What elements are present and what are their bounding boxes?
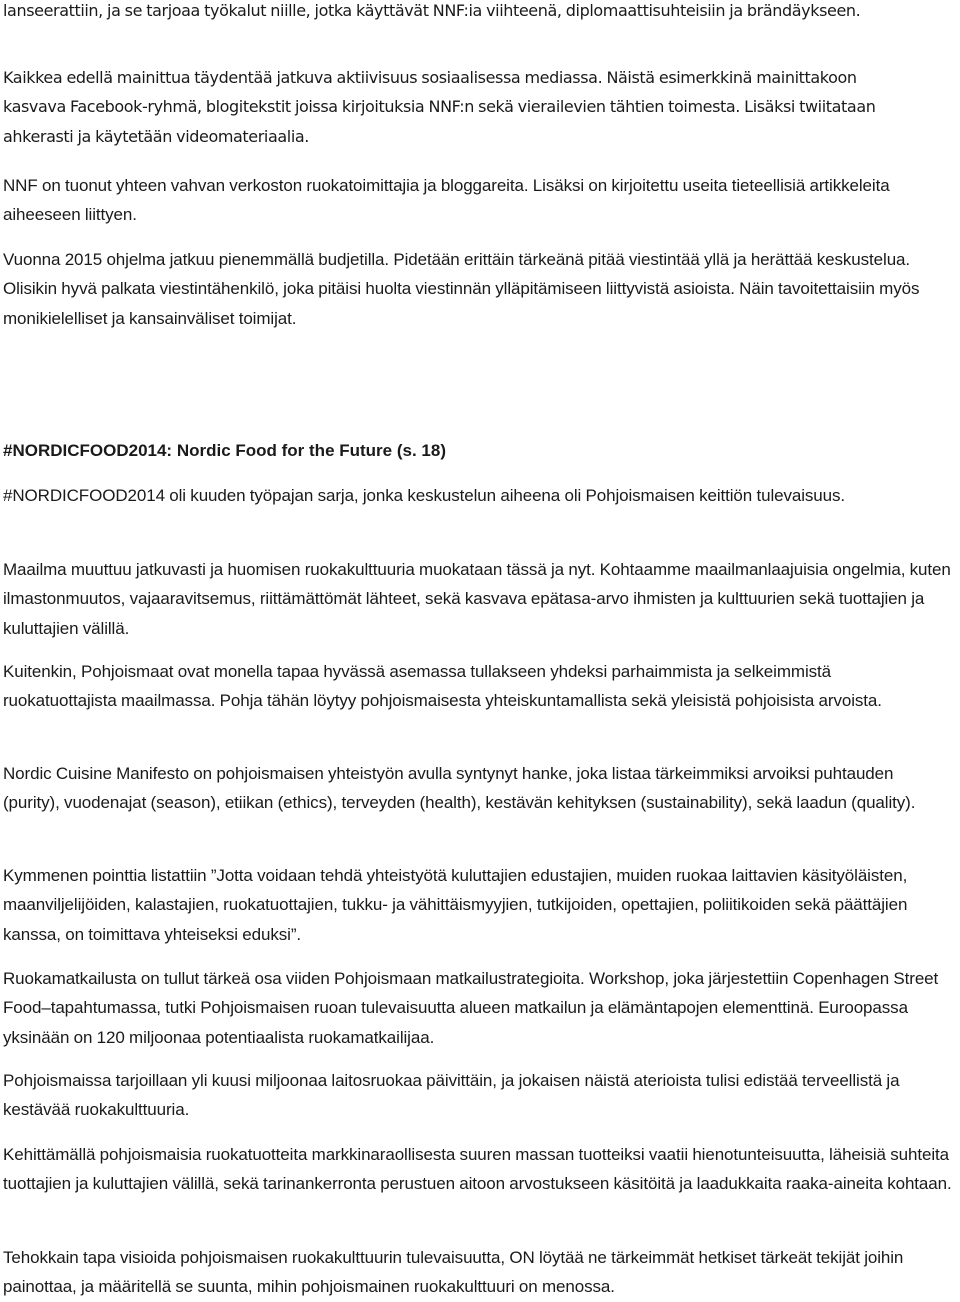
intro-paragraph-4: Vuonna 2015 ohjelma jatkuu pienemmällä budjetilla. Pidetään erittäin tärkeänä pitää viestintää yllä ja herättää keskustelua. Olisikin hyvä palkata viestintähenkilö, joka pitäisi huolta viestinnän ylläpitämiseen liittyvistä asioista. Näin tavoitettaisiin myös monikielelliset ja kansainväliset toimijat. xyxy=(3,250,920,328)
section-paragraph-3: Kuitenkin, Pohjoismaat ovat monella tapaa hyvässä asemassa tullakseen yhdeksi parhaimmista ja selkeimmistä ruokatuottajista maailmassa. Pohja tähän löytyy pohjoismaisesta yhteiskuntamallista sekä yleisistä pohjoisista arvoista. xyxy=(3,662,882,711)
section-paragraph-9: Tehokkain tapa visioida pohjoismaisen ruokakulttuurin tulevaisuutta, ON löytää ne tärkeimmät hetkiset tärkeät tekijät joihin painottaa, ja määritellä se suunta, mihin pohjoismainen ruokakulttuuri on menossa. xyxy=(3,1248,904,1297)
section-paragraph-7: Pohjoismaissa tarjoillaan yli kuusi miljoonaa laitosruokaa päivittäin, ja jokaisen näistä aterioista tulisi edistää terveellistä ja kestävää ruokakulttuuria. xyxy=(3,1071,900,1120)
section-heading: #NORDICFOOD2014: Nordic Food for the Future (s. 18) xyxy=(3,441,446,460)
section-paragraph-1: #NORDICFOOD2014 oli kuuden työpajan sarja, jonka keskustelun aiheena oli Pohjoismaisen keittiön tulevaisuus. xyxy=(3,486,846,505)
section-paragraph-2: Maailma muuttuu jatkuvasti ja huomisen ruokakulttuuria muokataan tässä ja nyt. Kohtaamme maailmanlaajuisia ongelmia, kuten ilmastonmuutos, vajaaravitsemus, riittämättömät lähteet, sekä kasvava epätasa-arvo ihmisten ja kulttuurien sekä tuottajien ja kuluttajien välillä. xyxy=(3,560,951,638)
section-paragraph-5: Kymmenen pointtia listattiin ”Jotta voidaan tehdä yhteistyötä kuluttajien edustajien, muiden ruokaa laittavien käsityöläisten, maanviljelijöiden, kalastajien, ruokatuottajien, tukku- ja vähittäismyyjien, tutkijoiden, opettajien, poliitikoiden sekä päättäjien kanssa, on toimittava yhteiseksi eduksi”. xyxy=(3,866,908,944)
intro-paragraph-1: lanseerattiin, ja se tarjoaa työkalut niille, jotka käyttävät NNF:ia viihteenä, diplomaattisuhteisiin ja brändäykseen. xyxy=(3,1,861,20)
intro-paragraph-2: Kaikkea edellä mainittua täydentää jatkuva aktiivisuus sosiaalisessa mediassa. Näistä esimerkkinä mainittakoon kasvava Facebook-ryhmä, blogitekstit joissa kirjoituksia NNF:n sekä vierailevien tähtien toimesta. Lisäksi twiitataan ahkerasti ja käytetään videomateriaalia. xyxy=(3,68,876,146)
section-paragraph-6: Ruokamatkailusta on tullut tärkeä osa viiden Pohjoismaan matkailustrategioita. Workshop, joka järjestettiin Copenhagen Street Food–tapahtumassa, tutki Pohjoismaisen ruoan tulevaisuutta alueen matkailun ja elämäntapojen elementtinä. Euroopassa yksinään on 120 miljoonaa potentiaalista ruokamatkailijaa. xyxy=(3,969,939,1047)
section-paragraph-8: Kehittämällä pohjoismaisia ruokatuotteita markkinaraollisesta suuren massan tuotteiksi vaatii hienotunteisuutta, läheisiä suhteita tuottajien ja kuluttajien välillä, sekä tarinankerronta perustuen aitoon arvostukseen käsitöitä ja laadukkaita raaka-aineita kohtaan. xyxy=(3,1145,952,1194)
section-paragraph-4: Nordic Cuisine Manifesto on pohjoismaisen yhteistyön avulla syntynyt hanke, joka listaa tärkeimmiksi arvoiksi puhtauden (purity), vuodenajat (season), etiikan (ethics), terveyden (health), kestävän kehityksen (sustainability), sekä laadun (quality). xyxy=(3,764,916,813)
intro-paragraph-3: NNF on tuonut yhteen vahvan verkoston ruokatoimittajia ja bloggareita. Lisäksi on kirjoitettu useita tieteellisiä artikkeleita aiheeseen liittyen. xyxy=(3,176,890,225)
